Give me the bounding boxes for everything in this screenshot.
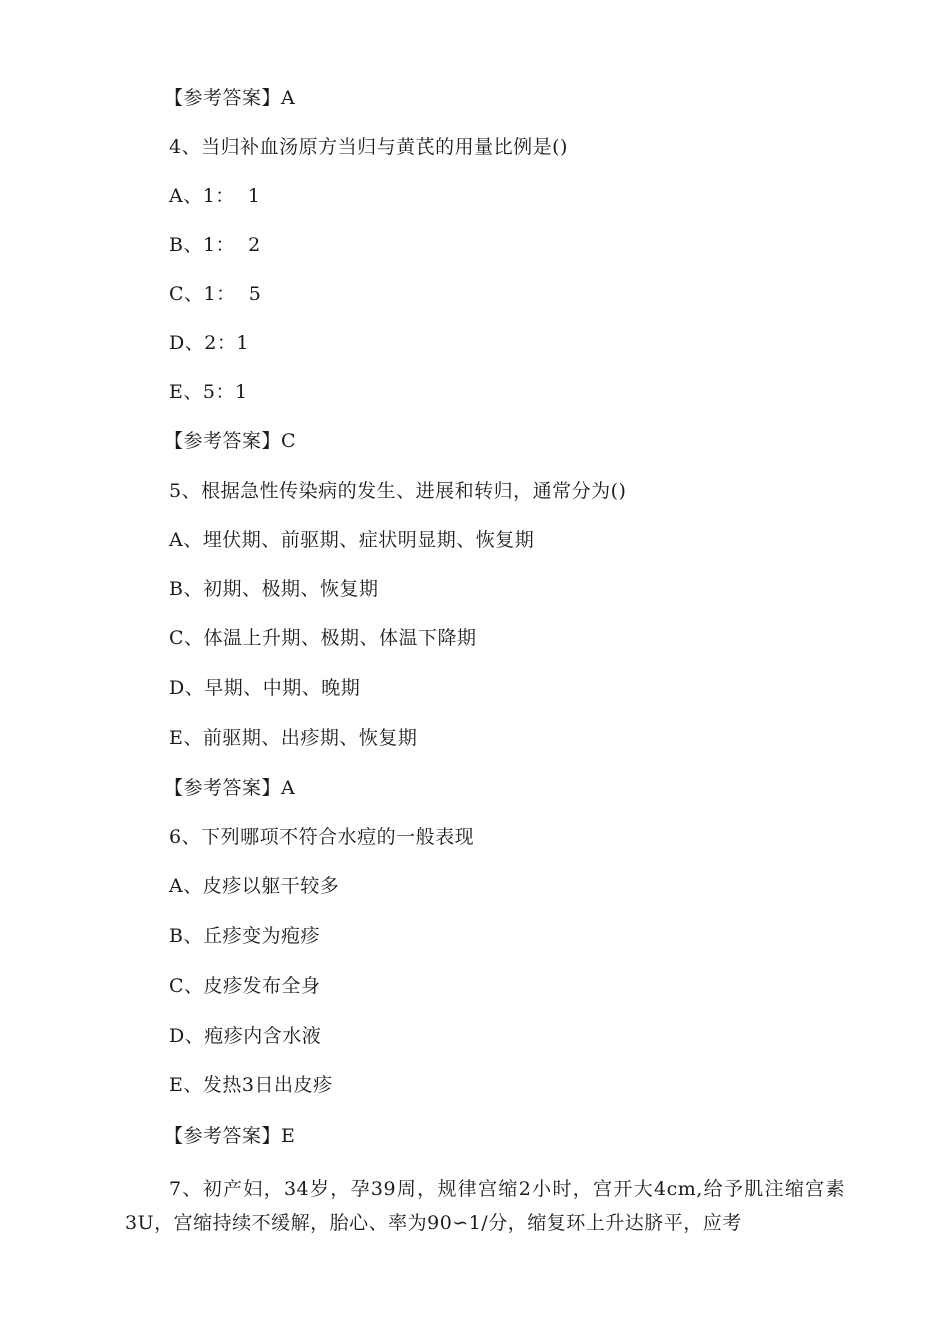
question-5: 5、根据急性传染病的发生、进展和转归，通常分为() — [169, 480, 627, 502]
option-c: C、1： 5 — [169, 283, 262, 305]
answer-line: 【参考答案】C — [164, 430, 297, 452]
option-d: D、2：1 — [169, 332, 249, 354]
question-4: 4、当归补血汤原方当归与黄芪的用量比例是() — [169, 136, 568, 158]
option-c: C、皮疹发布全身 — [169, 975, 321, 997]
option-d: D、早期、中期、晚期 — [169, 677, 361, 699]
option-e: E、发热3日出皮疹 — [169, 1074, 333, 1096]
option-c: C、体温上升期、极期、体温下降期 — [169, 627, 477, 649]
question-6: 6、下列哪项不符合水痘的一般表现 — [169, 826, 475, 848]
answer-line: 【参考答案】A — [164, 87, 296, 109]
answer-line: 【参考答案】A — [164, 777, 296, 799]
option-b: B、1： 2 — [169, 234, 261, 256]
option-d: D、疱疹内含水液 — [169, 1025, 322, 1047]
option-b: B、初期、极期、恢复期 — [169, 578, 379, 600]
option-a: A、1： 1 — [169, 185, 261, 207]
option-b: B、丘疹变为疱疹 — [169, 925, 320, 947]
option-a: A、皮疹以躯干较多 — [169, 875, 340, 897]
option-e: E、5：1 — [169, 381, 248, 403]
option-e: E、前驱期、出疹期、恢复期 — [169, 727, 418, 749]
answer-line: 【参考答案】E — [164, 1125, 296, 1147]
question-7: 7、初产妇，34岁，孕39周，规律宫缩2小时，宫开大4cm,给予肌注缩宫素3U，宫缩持续不缓解，胎心、率为90∽1/分，缩复环上升达脐平，应考 — [125, 1178, 845, 1234]
option-a: A、埋伏期、前驱期、症状明显期、恢复期 — [169, 529, 535, 551]
